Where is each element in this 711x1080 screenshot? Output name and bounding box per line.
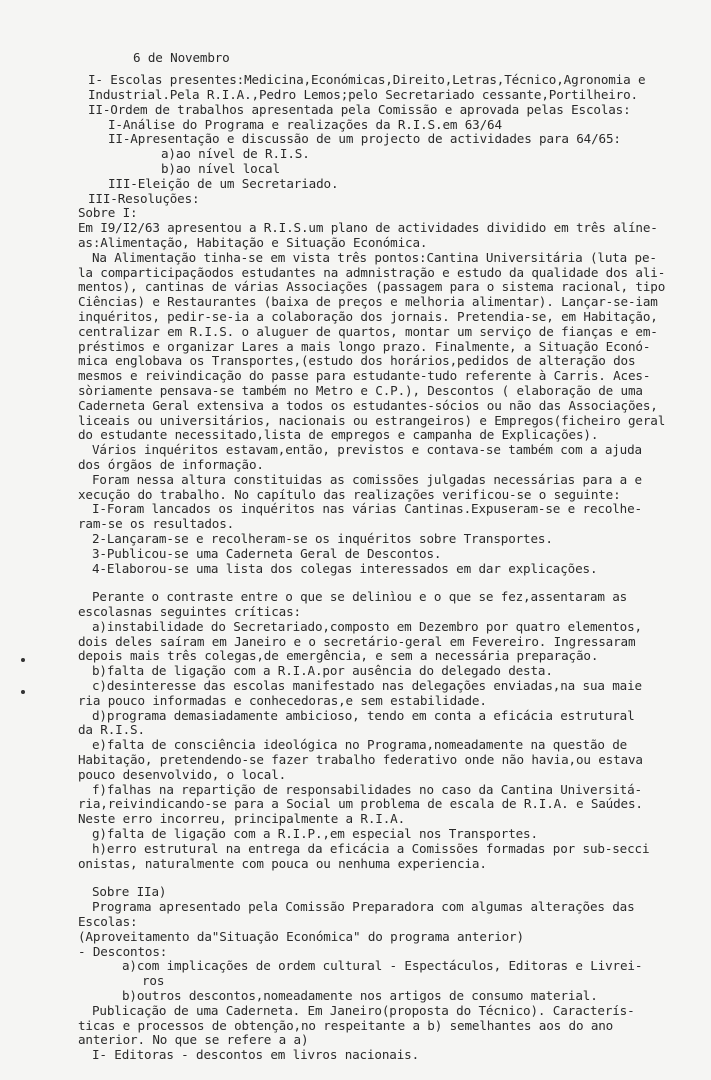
- text-line: la comparticipaçãodos estudantes na admnistração e estudo da qualidade dos ali-: [78, 265, 666, 280]
- margin-punch-mark: [21, 690, 25, 694]
- text-line: c)desinteresse das escolas manifestado nas delegações enviadas,na sua maie: [92, 678, 642, 693]
- text-line: 2-Lançaram-se e recolheram-se os inquéritos sobre Transportes.: [92, 531, 553, 546]
- text-line: Perante o contraste entre o que se delinìou e o que se fez,assentaram as: [92, 589, 628, 604]
- text-line: Programa apresentado pela Comissão Preparadora com algumas alterações das: [92, 899, 635, 914]
- text-line: b)outros descontos,nomeadamente nos artigos de consumo material.: [122, 988, 598, 1003]
- text-line: III-Eleição de um Secretariado.: [108, 176, 339, 191]
- text-line: Na Alimentação tinha-se em vista três pontos:Cantina Universitária (luta pe-: [92, 250, 657, 265]
- text-line: h)erro estrutural na entrega da eficácia a Comissões formadas por sub-secci: [92, 841, 650, 856]
- text-line: II-Ordem de trabalhos apresentada pela Comissão e aprovada pelas Escolas:: [88, 102, 631, 117]
- text-line: mesmos e reivindicação do passe para estudante-tudo referente à Carris. Aces-: [78, 368, 651, 383]
- text-line: Em I9/I2/63 apresentou a R.I.S.um plano de actividades dividido em três alíne-: [78, 220, 658, 235]
- document-date: 6 de Novembro: [133, 50, 230, 65]
- text-line: Escolas:: [78, 914, 138, 929]
- text-line: ros: [142, 973, 165, 988]
- text-line: Ciências) e Restaurantes (baixa de preços e melhoria alimentar). Lançar-se-iam: [78, 294, 658, 309]
- text-line: d)programa demasiadamente ambicioso, tendo em conta a eficácia estrutural: [92, 708, 635, 723]
- text-line: (Aproveitamento da"Situação Económica" do programa anterior): [78, 929, 524, 944]
- text-line: f)falhas na repartição de responsabilidades no caso da Cantina Universitá-: [92, 782, 642, 797]
- text-line: I- Escolas presentes:Medicina,Económicas,Direito,Letras,Técnico,Agronomia e: [88, 72, 646, 87]
- text-line: inquéritos, pedir-se-ia a colaboração dos jornais. Pretendia-se, em Habitação,: [78, 309, 658, 324]
- text-line: ria pouco informadas e conhecedoras,e sem estabilidade.: [78, 693, 487, 708]
- text-line: dos órgãos de informação.: [78, 457, 264, 472]
- text-line: e)falta de consciência ideológica no Programa,nomeadamente na questão de: [92, 737, 628, 752]
- text-line: Caderneta Geral extensiva a todos os estudantes-sócios ou não das Associações,: [78, 398, 658, 413]
- text-line: centralizar em R.I.S. o aluguer de quartos, montar um serviço de fianças e em-: [78, 324, 658, 339]
- text-line: I-Foram lancados os inquéritos nas várias Cantinas.Expuseram-se e recolhe-: [92, 501, 642, 516]
- text-line: Neste erro incorreu, principalmente a R.I.A.: [78, 811, 406, 826]
- text-line: I- Editoras - descontos em livros nacionais.: [92, 1047, 420, 1062]
- text-line: dois deles saíram em Janeiro e o secretário-geral em Fevereiro. Ingressaram: [78, 634, 636, 649]
- text-line: liceais ou universitários, nacionais ou estrangeiros) e Empregos(ficheiro geral: [78, 413, 666, 428]
- text-line: Sobre IIa): [92, 884, 167, 899]
- text-line: III-Resoluções:: [88, 191, 200, 206]
- text-line: a)com implicações de ordem cultural - Espectáculos, Editoras e Livrei-: [122, 958, 643, 973]
- text-line: b)falta de ligação com a R.I.A.por ausência do delegado desta.: [92, 663, 553, 678]
- text-line: b)ao nível local: [161, 161, 280, 176]
- text-line: depois mais três colegas,de emergência, e sem a necessária preparação.: [78, 648, 599, 663]
- text-line: 3-Publicou-se uma Caderneta Geral de Descontos.: [92, 546, 442, 561]
- text-line: pouco desenvolvido, o local.: [78, 767, 287, 782]
- text-line: Sobre I:: [78, 205, 138, 220]
- text-line: as:Alimentação, Habitação e Situação Económica.: [78, 235, 428, 250]
- text-line: ria,reivindicando-se para a Social um problema de escala de R.I.A. e Saúdes.: [78, 796, 643, 811]
- text-line: ram-se os resultados.: [78, 516, 235, 531]
- text-line: Vários inquéritos estavam,então, previstos e contava-se também com a ajuda: [92, 442, 642, 457]
- text-line: Habitação, pretendendo-se fazer trabalho federativo onde não havia,ou estava: [78, 752, 643, 767]
- text-line: 4-Elaborou-se uma lista dos colegas interessados em dar explicações.: [92, 561, 598, 576]
- text-line: da R.I.S.: [78, 722, 145, 737]
- text-line: a)ao nível de R.I.S.: [161, 146, 310, 161]
- text-line: II-Apresentação e discussão de um projecto de actividades para 64/65:: [108, 131, 621, 146]
- text-line: mica englobava os Transportes,(estudo dos horários,pedidos de alteração dos: [78, 353, 636, 368]
- text-line: xecução do trabalho. No capítulo das realizações verificou-se o seguinte:: [78, 487, 621, 502]
- text-line: Foram nessa altura constituidas as comissões julgadas necessárias para a e: [92, 472, 642, 487]
- text-line: onistas, naturalmente com pouca ou nenhuma experiencia.: [78, 856, 487, 871]
- text-line: mentos), cantinas de várias Associações (passagem para o sistema racional, tipo: [78, 279, 666, 294]
- margin-punch-mark: [21, 658, 25, 662]
- text-line: escolasnas seguintes críticas:: [78, 604, 301, 619]
- text-line: do estudante necessitado,lista de empregos e campanha de Explicações).: [78, 427, 599, 442]
- text-line: Industrial.Pela R.I.A.,Pedro Lemos;pelo Secretariado cessante,Portilheiro.: [88, 87, 638, 102]
- text-line: a)instabilidade do Secretariado,composto em Dezembro por quatro elementos,: [92, 619, 642, 634]
- text-line: préstimos e organizar Lares a mais longo prazo. Finalmente, a Situação Econó-: [78, 339, 651, 354]
- text-line: g)falta de ligação com a R.I.P.,em especial nos Transportes.: [92, 826, 538, 841]
- text-line: anterior. No que se refere a a): [78, 1032, 309, 1047]
- text-line: ticas e processos de obtenção,no respeitante a b) semelhantes aos do ano: [78, 1018, 614, 1033]
- text-line: I-Análise do Programa e realizações da R.I.S.em 63/64: [108, 117, 502, 132]
- text-line: sòriamente pensava-se também no Metro e C.P.), Descontos ( elaboração de uma: [78, 383, 643, 398]
- text-line: Publicação de uma Caderneta. Em Janeiro(proposta do Técnico). Caracterís-: [92, 1003, 635, 1018]
- text-line: - Descontos:: [78, 944, 168, 959]
